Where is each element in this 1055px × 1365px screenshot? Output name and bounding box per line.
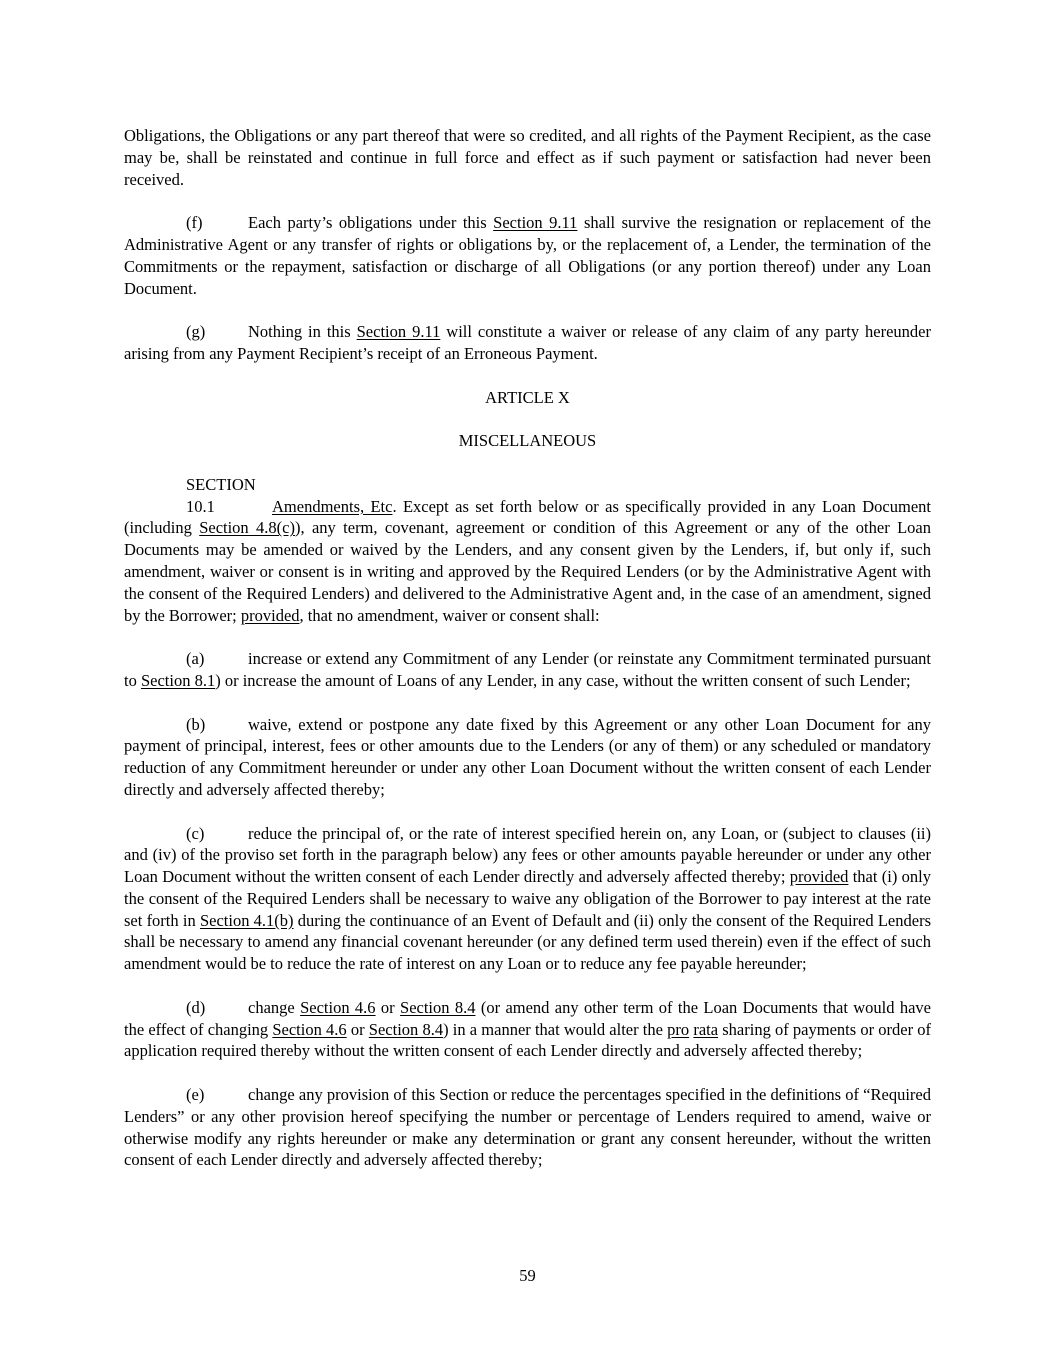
paragraph-d-text-7: sharing of payments or order of application required thereby without the written consent of each Lender directly and adversely affected thereby; [124,1019,932,1061]
clause-label-a: (a) [186,649,205,669]
paragraph-g [124,321,931,365]
section-caption: Amendments, Etc [272,496,393,516]
paragraph-e [124,1084,931,1171]
section-label: SECTION 10.1 [186,474,256,516]
paragraph-b-text-1: waive, extend or postpone any date fixed by this Agreement or any other Loan Document for any payment of principal, interest, fees or other amounts due to the Lenders (or any of them) or any scheduled or mandatory reduction of any Commitment hereunder or under any other Loan Document without the written consent of each Lender directly and adversely affected thereby; [124,714,931,799]
pro-term: pro [667,1019,690,1039]
paragraph-d-text-1: change [248,997,301,1017]
paragraph-g-text-2: will constitute a waiver or release of any claim of any party hereunder arising from any Payment Recipient’s receipt of an Erroneous Payment. [124,322,931,363]
section-ref-4-1-b: Section 4.1(b) [199,910,294,930]
paragraph-d-text-5: ) in a manner that would alter the [443,1019,668,1039]
paragraph-c-text-3: during the continuance of an Event of Default and (ii) only the consent of the Required Lenders shall be necessary to amend any financial covenant hereunder (or any defined term used therein) even if the effect of such amendment would be to reduce the rate of interest on any Loan or to reduce any fee payable hereunder; [124,910,931,974]
clause-label-b: (b) [186,714,206,734]
paragraph-e-text-1: change any provision of this Section or reduce the percentages specified in the definitions of “Required Lenders” or any other provision hereof specifying the number or percentage of Lenders required to amend, waive or otherwise modify any rights hereunder or make any determination or grant any consent hereunder, without the written consent of each Lender directly and adversely affected thereby; [124,1085,931,1170]
paragraph-f-text-2: shall survive the resignation or replacement of the Administrative Agent or any transfer of rights or obligations by, or the replacement of, a Lender, the termination of the Commitments or the repayment, satisfaction or discharge of all Obligations (or any portion thereof) under any Loan Document. [124,213,931,298]
article-title: MISCELLANEOUS [458,431,597,451]
paragraph-c-text-2: that (i) only the consent of the Required Lenders shall be necessary to waive any obligation of the Borrower to pay interest at the rate set forth in [124,867,931,930]
page-number: 59 [519,1266,536,1285]
section-ref-8-4: Section 8.4 [368,1019,444,1039]
paragraph-a-text-2: ) or increase the amount of Loans of any Lender, in any case, without the written consent of such Lender; [215,670,911,690]
paragraph-f [124,212,931,299]
section-10-1-text-0: . Except as set forth below or as specifically provided in any Loan Document (including [124,496,931,538]
clause-label-d: (d) [186,997,206,1017]
clause-label-g: (g) [186,322,206,342]
paragraph-d [124,997,931,1062]
section-10-1 [124,474,931,627]
section-ref-9-11: Section 9.11 [493,213,578,233]
section-ref-9-11: Section 9.11 [356,322,441,342]
section-10-1-text-2: , that no amendment, waiver or consent shall: [299,605,600,625]
paragraph-c-text-1: reduce the principal of, or the rate of interest specified herein on, any Loan, or (subject to clauses (ii) and (iv) of the proviso set forth in the paragraph below) any fees or other amounts payable hereunder or under any other Loan Document without the written consent of each Lender directly and adversely affected thereby; [124,823,931,887]
paragraph-intro [124,125,931,190]
clause-label-f: (f) [186,213,203,233]
article-heading: ARTICLE X [485,387,570,407]
section-ref-8-4: Section 8.4 [400,997,476,1017]
clause-label-c: (c) [186,823,205,843]
paragraph-a [124,648,931,692]
section-ref-8-1: Section 8.1 [140,670,216,690]
paragraph-d-text-4: or [346,1019,369,1039]
provided-term: provided [789,867,849,887]
rata-term: rata [693,1019,719,1039]
clause-label-e: (e) [186,1085,205,1105]
paragraph-d-text-2: or [375,997,401,1017]
section-ref-4-6: Section 4.6 [300,997,376,1017]
section-ref-4-6: Section 4.6 [272,1019,347,1039]
section-10-1-text-1: ), any term, covenant, agreement or condition of this Agreement or any of the other Loan Documents may be amended or waived by the Lenders, and any consent given by the Lenders, if, but only if, such amendment, waiver or consent is in writing and approved by the Required Lenders (or by the Administrative Agent with the consent of the Required Lenders) and delivered to the Administrative Agent and, in the case of an amendment, signed by the Borrower; [124,518,931,625]
section-ref-4-8-c: Section 4.8(c) [199,518,295,538]
document-page [124,125,931,1193]
paragraph-intro-text: Obligations, the Obligations or any part thereof that were so credited, and all rights of the Payment Recipient, as the case may be, shall be reinstated and continue in full force and effect as if such payment or satisfaction had never been received. [124,126,931,189]
paragraph-g-text-1: Nothing in this [248,322,357,342]
paragraph-c [124,823,931,976]
paragraph-b [124,714,931,801]
provided-term: provided [240,605,300,625]
paragraph-f-text-1: Each party’s obligations under this [248,213,494,233]
paragraph-d-text-3: (or amend any other term of the Loan Documents that would have the effect of changing [124,997,932,1039]
paragraph-a-text-1: increase or extend any Commitment of any Lender (or reinstate any Commitment terminated pursuant to [124,649,931,690]
